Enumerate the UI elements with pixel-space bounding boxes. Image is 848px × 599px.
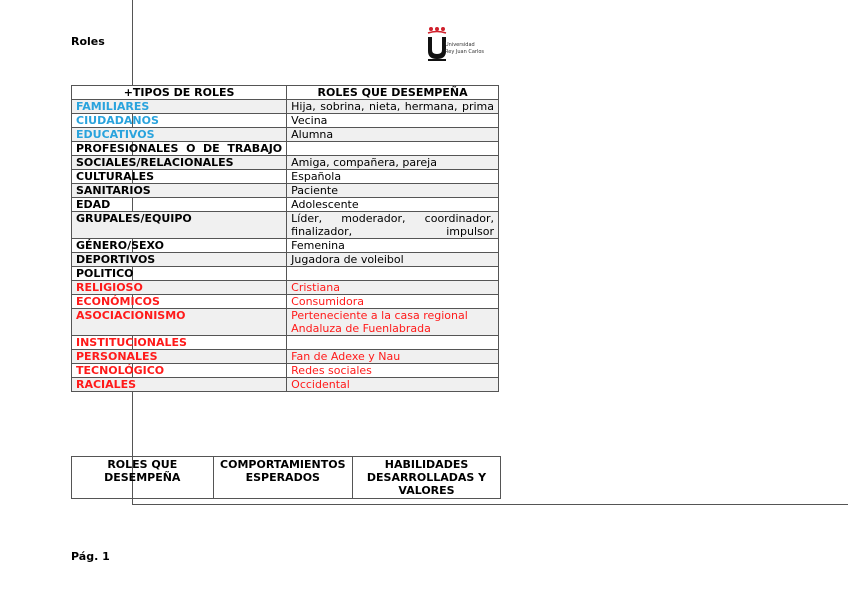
column-header-types: +TIPOS DE ROLES xyxy=(72,86,287,100)
table-row xyxy=(72,184,499,198)
role-type-cell: GÉNERO/SEXO xyxy=(72,239,287,253)
role-value-cell: Vecina xyxy=(287,114,499,128)
role-value-cell xyxy=(287,267,499,281)
role-value-cell: Paciente xyxy=(287,184,499,198)
expectations-table xyxy=(71,456,501,499)
role-type-cell: TECNOLÓGICO xyxy=(72,364,287,378)
table-row xyxy=(72,364,499,378)
role-type-cell: PERSONALES xyxy=(72,350,287,364)
role-value-cell: Perteneciente a la casa regional Andaluza de Fuenlabrada xyxy=(287,309,499,336)
role-type-cell: POLITICO xyxy=(72,267,287,281)
table-row xyxy=(72,128,499,142)
table-row xyxy=(72,295,499,309)
column-header-skills-values: HABILIDADES DESARROLLADAS Y VALORES xyxy=(353,457,501,499)
table-row xyxy=(72,309,499,336)
role-value-cell: Redes sociales xyxy=(287,364,499,378)
column-header-roles: ROLES QUE DESEMPEÑA xyxy=(287,86,499,100)
role-value-cell: Fan de Adexe y Nau xyxy=(287,350,499,364)
table-row xyxy=(72,100,499,114)
table-row xyxy=(72,239,499,253)
role-type-cell: GRUPALES/EQUIPO xyxy=(72,212,287,239)
role-value-cell: Alumna xyxy=(287,128,499,142)
table-row xyxy=(72,350,499,364)
role-type-cell: CIUDADANOS xyxy=(72,114,287,128)
role-type-cell: ASOCIACIONISMO xyxy=(72,309,287,336)
table-row xyxy=(72,212,499,239)
role-value-cell: Adolescente xyxy=(287,198,499,212)
header-title: Roles xyxy=(71,35,105,48)
role-type-cell: EDAD xyxy=(72,198,287,212)
column-header-expected-behaviors: COMPORTAMIENTOS ESPERADOS xyxy=(213,457,352,499)
table-row xyxy=(72,156,499,170)
logo-text: Universidad Rey Juan Carlos xyxy=(445,42,485,55)
role-value-cell: Amiga, compañera, pareja xyxy=(287,156,499,170)
horizontal-guide-line xyxy=(132,504,848,505)
table-row xyxy=(72,378,499,392)
role-type-cell: RACIALES xyxy=(72,378,287,392)
table-row xyxy=(72,336,499,350)
table-row xyxy=(72,114,499,128)
role-value-cell: Consumidora xyxy=(287,295,499,309)
role-value-cell: Cristiana xyxy=(287,281,499,295)
table-row xyxy=(72,253,499,267)
table-row xyxy=(72,142,499,156)
role-type-cell: EDUCATIVOS xyxy=(72,128,287,142)
table-row xyxy=(72,198,499,212)
role-value-cell: Hija, sobrina, nieta, hermana, prima xyxy=(287,100,499,114)
table-row xyxy=(72,281,499,295)
page-number: Pág. 1 xyxy=(71,550,110,563)
role-type-cell: ECONÓMICOS xyxy=(72,295,287,309)
role-value-cell: Líder, moderador, coordinador, finalizador, impulsor xyxy=(287,212,499,239)
role-value-cell: Femenina xyxy=(287,239,499,253)
role-type-cell: SOCIALES/RELACIONALES xyxy=(72,156,287,170)
role-type-cell: RELIGIOSO xyxy=(72,281,287,295)
role-type-cell: FAMILIARES xyxy=(72,100,287,114)
role-value-cell: Occidental xyxy=(287,378,499,392)
table-row xyxy=(72,170,499,184)
roles-table xyxy=(71,85,499,392)
column-header-roles-performed: ROLES QUE DESEMPEÑA xyxy=(72,457,214,499)
role-value-cell: Jugadora de voleibol xyxy=(287,253,499,267)
role-type-cell: SANITARIOS xyxy=(72,184,287,198)
role-value-cell xyxy=(287,142,499,156)
role-type-cell: PROFESIONALES O DE TRABAJO xyxy=(72,142,287,156)
role-type-cell: CULTURALES xyxy=(72,170,287,184)
role-type-cell: INSTITUCIONALES xyxy=(72,336,287,350)
role-value-cell xyxy=(287,336,499,350)
table-row xyxy=(72,267,499,281)
role-value-cell: Española xyxy=(287,170,499,184)
role-type-cell: DEPORTIVOS xyxy=(72,253,287,267)
